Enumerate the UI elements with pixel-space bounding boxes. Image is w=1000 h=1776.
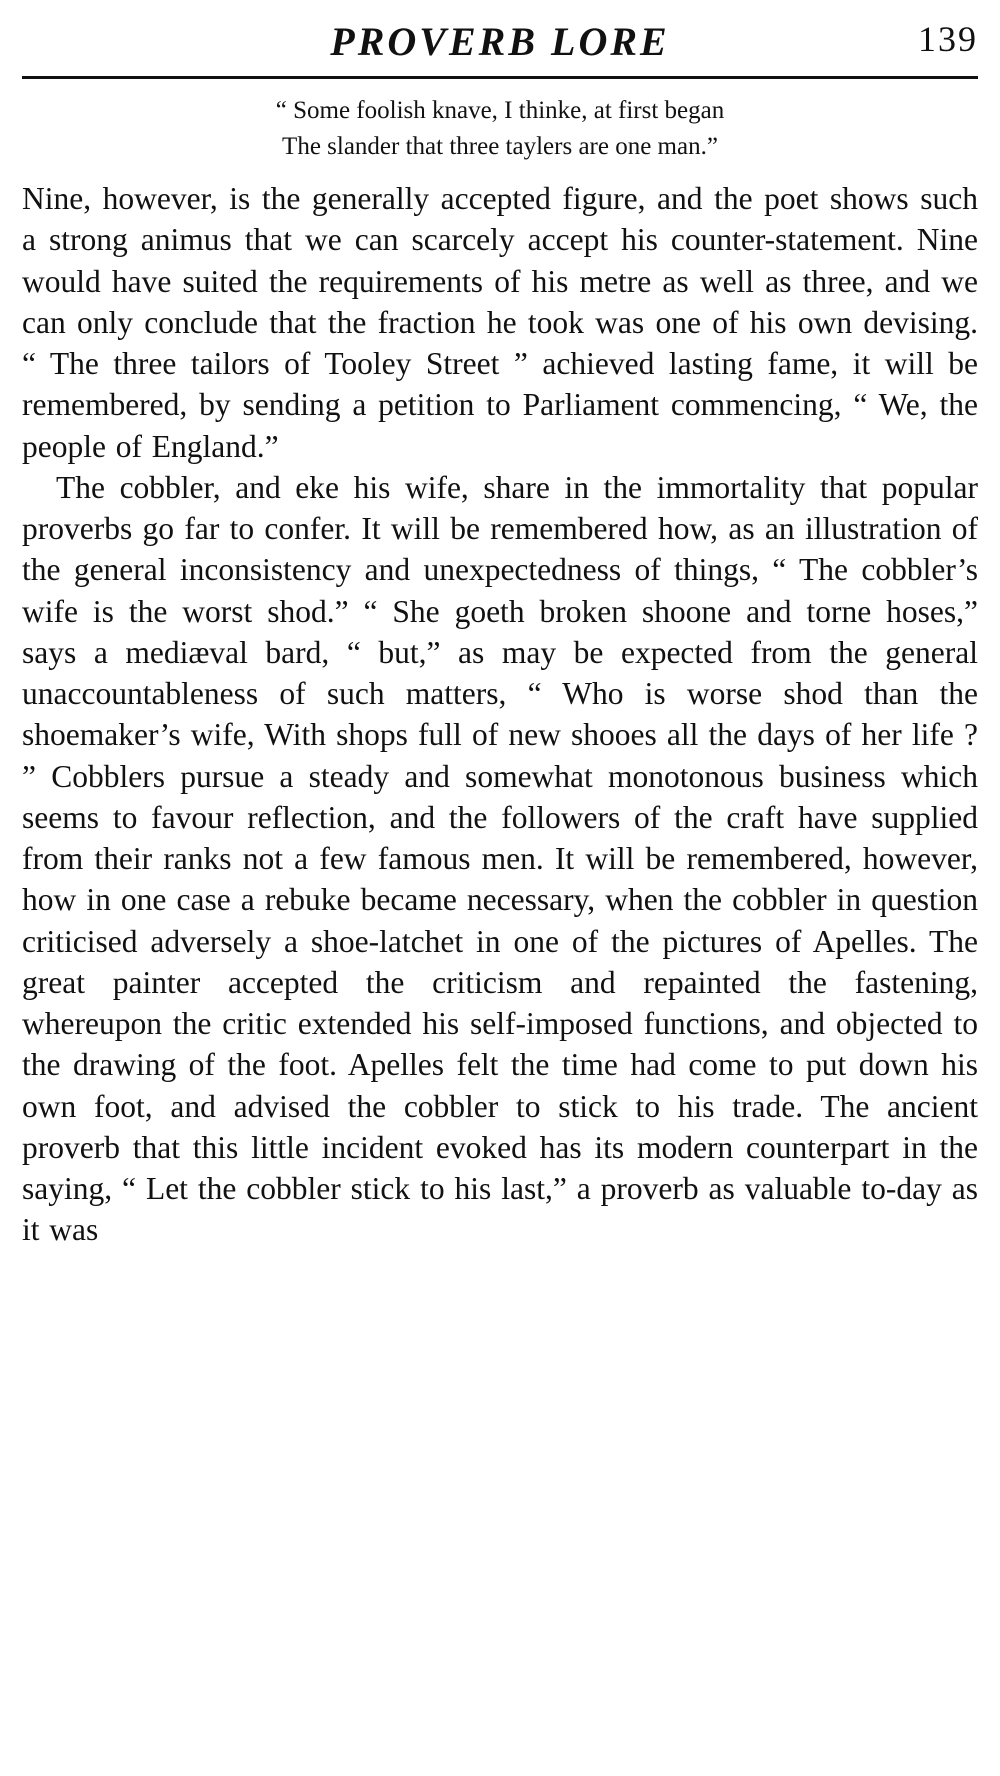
page-header — [0, 0, 1000, 66]
running-title: PROVERB LORE — [330, 19, 670, 64]
verse-line: “ Some foolish knave, I thinke, at first began — [275, 97, 725, 124]
header-rule — [22, 76, 978, 79]
paragraph: The cobbler, and eke his wife, share in the immortality that popular proverbs go far to confer. It will be remembered how, as an illustration of the general inconsistency and unexpectedness of things, “ The cobbler’s wife is the worst shod.” “ She goeth broken shoone and torne hoses,” says a mediæval bard, “ but,” as may be expected from the general unaccountableness of such matters, “ Who is worse shod than the shoemaker’s wife, With shops full of new shooes all the days of her life ? ” Cobblers pursue a steady and somewhat monotonous business which seems to favour reflection, and the followers of the craft have supplied from their ranks not a few famous men. It will be remembered, however, how in one case a rebuke became necessary, when the cobbler in question criticised adversely a shoe-latchet in one of the pictures of Apelles. The great painter accepted the criticism and repainted the fastening, whereupon the critic extended his self-imposed functions, and objected to the drawing of the foot. Apelles felt the time had come to put down his own foot, and advised the cobbler to stick to his trade. The ancient proverb that this little incident evoked has its modern counterpart in the saying, “ Let the cobbler stick to his last,” a proverb as valuable to-day as it was — [22, 469, 978, 1248]
paragraph: Nine, however, is the generally accepted figure, and the poet shows such a strong animus that we can scarcely accept his counter-statement. Nine would have suited the requirements of his metre as well as three, and we can only conclude that the fraction he took was one of his own devising. “ The three tailors of Tooley Street ” achieved lasting fame, it will be remembered, by sending a petition to Parliament commencing, “ We, the people of England.” — [22, 181, 978, 464]
verse-line: The slander that three taylers are one man.” — [282, 132, 718, 160]
epigraph-verse — [100, 93, 900, 164]
body-text — [22, 178, 978, 1251]
page-number: 139 — [918, 19, 978, 59]
